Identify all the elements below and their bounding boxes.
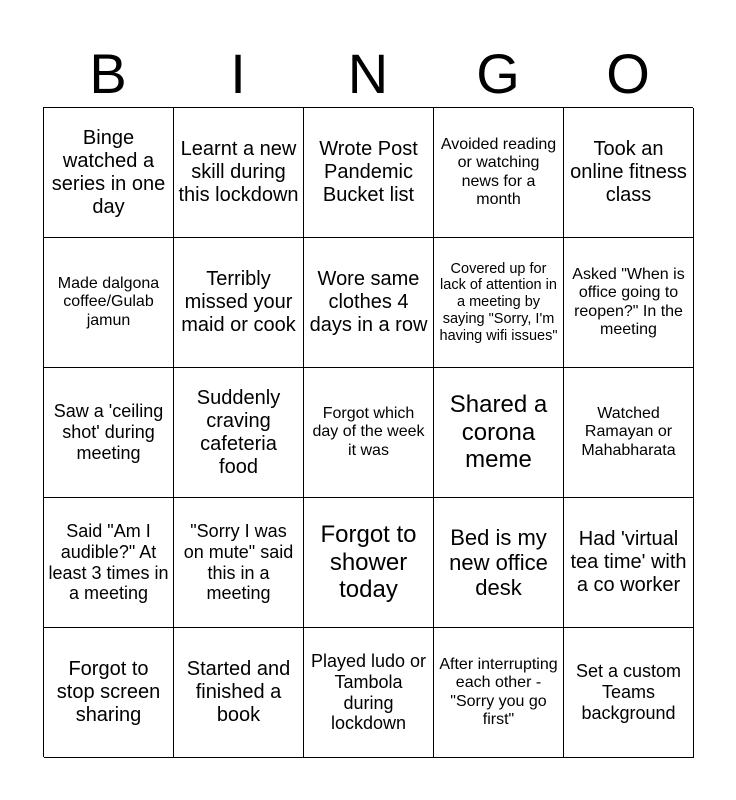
header-letter-n: N	[347, 42, 389, 105]
bingo-cell[interactable]: Had 'virtual tea time' with a co worker	[564, 498, 694, 628]
bingo-cell[interactable]: Set a custom Teams background	[564, 628, 694, 758]
bingo-cell[interactable]: After interrupting each other - "Sorry you go first"	[434, 628, 564, 758]
bingo-cell[interactable]: Binge watched a series in one day	[44, 108, 174, 238]
bingo-cell[interactable]: Played ludo or Tambola during lockdown	[304, 628, 434, 758]
bingo-cell[interactable]: Started and finished a book	[174, 628, 304, 758]
header-letter-o: O	[606, 42, 650, 105]
header-letter-i: I	[230, 42, 246, 105]
bingo-cell[interactable]: Took an online fitness class	[564, 108, 694, 238]
bingo-cell[interactable]: "Sorry I was on mute" said this in a meeting	[174, 498, 304, 628]
bingo-header	[43, 42, 693, 106]
bingo-cell[interactable]: Avoided reading or watching news for a month	[434, 108, 564, 238]
bingo-cell[interactable]: Forgot which day of the week it was	[304, 368, 434, 498]
header-letter-b: B	[89, 42, 127, 105]
bingo-cell[interactable]: Watched Ramayan or Mahabharata	[564, 368, 694, 498]
bingo-cell[interactable]: Bed is my new office desk	[434, 498, 564, 628]
bingo-cell[interactable]: Forgot to stop screen sharing	[44, 628, 174, 758]
bingo-cell[interactable]: Learnt a new skill during this lockdown	[174, 108, 304, 238]
bingo-cell[interactable]: Asked "When is office going to reopen?" In the meeting	[564, 238, 694, 368]
bingo-cell[interactable]: Forgot to shower today	[304, 498, 434, 628]
bingo-cell[interactable]: Suddenly craving cafeteria food	[174, 368, 304, 498]
bingo-cell[interactable]: Said "Am I audible?" At least 3 times in a meeting	[44, 498, 174, 628]
bingo-board	[43, 107, 693, 757]
bingo-cell[interactable]: Wore same clothes 4 days in a row	[304, 238, 434, 368]
bingo-cell[interactable]: Made dalgona coffee/Gulab jamun	[44, 238, 174, 368]
bingo-cell[interactable]: Covered up for lack of attention in a meeting by saying "Sorry, I'm having wifi issues"	[434, 238, 564, 368]
header-letter-g: G	[476, 42, 520, 105]
bingo-cell[interactable]: Saw a 'ceiling shot' during meeting	[44, 368, 174, 498]
bingo-cell[interactable]: Wrote Post Pandemic Bucket list	[304, 108, 434, 238]
bingo-cell[interactable]: Terribly missed your maid or cook	[174, 238, 304, 368]
bingo-cell[interactable]: Shared a corona meme	[434, 368, 564, 498]
